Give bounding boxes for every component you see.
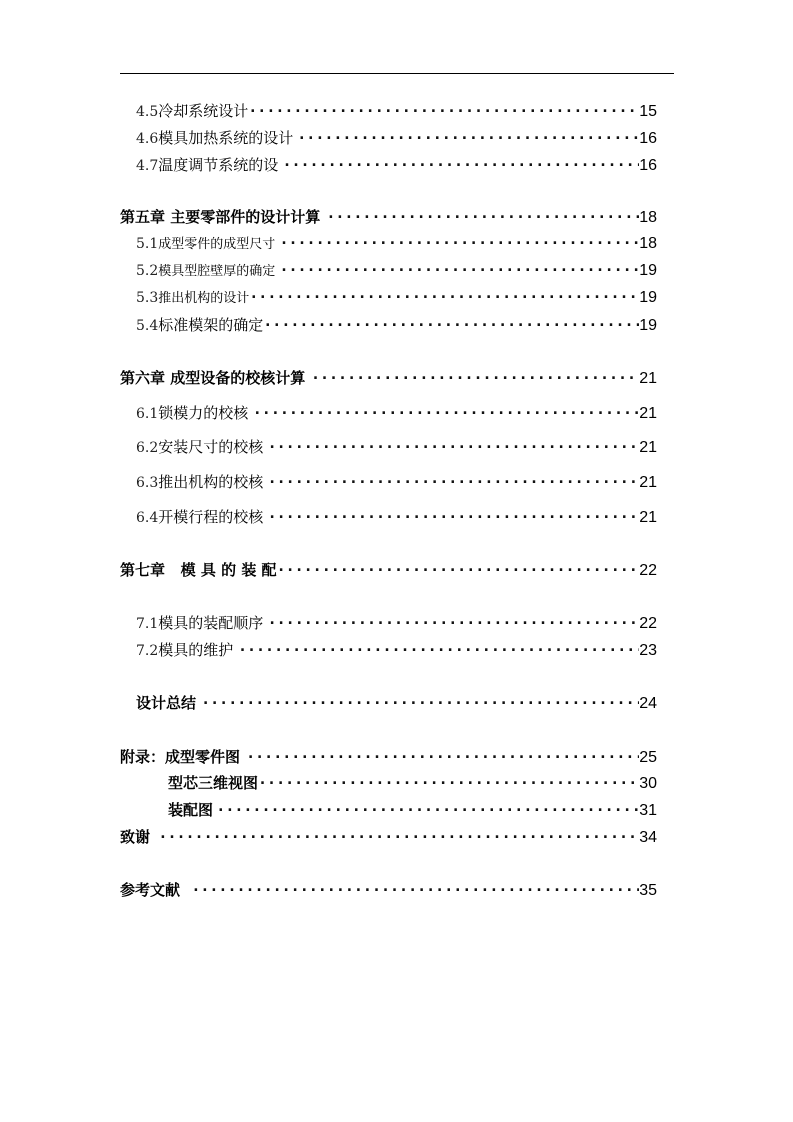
toc-entry-appendix[interactable] <box>120 746 657 768</box>
leader-dots <box>263 316 639 334</box>
section-number: 5.1 <box>136 236 159 252</box>
leader-dots <box>253 404 639 422</box>
toc-entry-5-1[interactable] <box>120 233 657 255</box>
section-title: 模具加热系统的设计 <box>158 129 294 147</box>
page-number: 16 <box>639 157 657 174</box>
toc-entry-summary[interactable] <box>120 692 657 714</box>
page-number: 22 <box>639 615 657 632</box>
leader-dots <box>158 828 639 846</box>
page-number: 24 <box>639 695 657 712</box>
page-number: 21 <box>639 370 657 387</box>
toc-entry-references[interactable] <box>120 879 657 901</box>
leader-dots <box>282 156 639 174</box>
page-number: 16 <box>639 130 657 147</box>
leader-dots <box>268 614 640 632</box>
chapter-title: 第五章 主要零部件的设计计算 <box>120 208 321 226</box>
section-title: 致谢 <box>120 828 151 846</box>
leader-dots <box>277 561 640 579</box>
page-number: 34 <box>639 829 657 846</box>
toc-entry-7-2[interactable] <box>120 639 657 661</box>
section-title: 标准模架的确定 <box>158 316 264 334</box>
toc-entry-7-1[interactable] <box>120 612 657 634</box>
page-number: 18 <box>639 209 657 226</box>
section-title: 模具型腔壁厚的确定 <box>158 264 276 279</box>
page-number: 35 <box>639 882 657 899</box>
toc-entry-thanks[interactable] <box>120 826 657 848</box>
section-title: 模具的维护 <box>158 641 234 659</box>
section-number: 4.7 <box>136 158 159 174</box>
toc-entry-6-2[interactable] <box>120 436 657 458</box>
section-title: 锁模力的校核 <box>158 404 249 422</box>
section-number: 6.3 <box>136 475 159 491</box>
leader-dots <box>216 801 639 819</box>
section-title: 温度调节系统的设 <box>158 156 279 174</box>
leader-dots <box>268 473 640 491</box>
page-number: 18 <box>639 235 657 252</box>
leader-dots <box>297 129 639 147</box>
page-number: 19 <box>639 289 657 306</box>
page-number: 21 <box>639 405 657 422</box>
toc-entry-5-2[interactable] <box>120 260 657 282</box>
section-number: 4.5 <box>136 104 159 120</box>
section-title: 推出机构的校核 <box>158 473 264 491</box>
section-number: 7.1 <box>136 616 159 632</box>
toc-entry-appendix-core[interactable] <box>120 772 657 794</box>
leader-dots <box>258 774 639 792</box>
page-number: 19 <box>639 262 657 279</box>
page-number: 21 <box>639 474 657 491</box>
toc-entry-appendix-assembly[interactable] <box>120 799 657 821</box>
toc-entry-5-3[interactable] <box>120 287 657 309</box>
section-title: 型芯三维视图 <box>168 774 259 792</box>
toc-entry-6-4[interactable] <box>120 506 657 528</box>
leader-dots <box>191 881 639 899</box>
page-number: 19 <box>639 317 657 334</box>
toc-chapter-6[interactable] <box>120 367 657 389</box>
leader-dots <box>279 261 639 279</box>
toc-entry-6-3[interactable] <box>120 471 657 493</box>
toc-entry-4-7[interactable] <box>120 154 657 176</box>
section-number: 6.1 <box>136 406 159 422</box>
section-title: 参考文献 <box>120 881 181 899</box>
page-number: 21 <box>639 509 657 526</box>
toc-entry-4-5[interactable] <box>120 100 657 122</box>
section-title: 安装尺寸的校核 <box>158 438 264 456</box>
chapter-title: 第七章 模 具 的 装 配 <box>120 561 277 579</box>
page-number: 23 <box>639 642 657 659</box>
chapter-title: 第六章 成型设备的校核计算 <box>120 369 306 387</box>
toc-entry-4-6[interactable] <box>120 127 657 149</box>
page-number: 30 <box>639 775 657 792</box>
page-number: 22 <box>639 562 657 579</box>
section-title: 开模行程的校核 <box>158 508 264 526</box>
leader-dots <box>238 641 639 659</box>
section-title: 模具的装配顺序 <box>158 614 264 632</box>
section-title: 推出机构的设计 <box>158 291 250 306</box>
leader-dots <box>326 208 639 226</box>
toc-chapter-5[interactable] <box>120 206 657 228</box>
toc-entry-5-4[interactable] <box>120 314 657 336</box>
section-title: 设计总结 <box>136 694 197 712</box>
leader-dots <box>311 369 639 387</box>
page-number: 25 <box>639 749 657 766</box>
page-number: 31 <box>639 802 657 819</box>
section-title: 成型零件的成型尺寸 <box>158 237 276 252</box>
section-title: 冷却系统设计 <box>158 102 249 120</box>
leader-dots <box>249 288 639 306</box>
section-title: 装配图 <box>168 801 214 819</box>
leader-dots <box>268 438 640 456</box>
section-number: 6.4 <box>136 510 159 526</box>
toc-chapter-7[interactable] <box>120 559 657 581</box>
page-number: 15 <box>639 103 657 120</box>
leader-dots <box>268 508 640 526</box>
section-number: 7.2 <box>136 643 159 659</box>
section-number: 4.6 <box>136 131 159 147</box>
page-number: 21 <box>639 439 657 456</box>
section-title: 附录：成型零件图 <box>120 748 241 766</box>
section-number: 5.3 <box>136 290 159 306</box>
section-number: 5.4 <box>136 318 159 334</box>
leader-dots <box>201 694 639 712</box>
section-number: 5.2 <box>136 263 159 279</box>
toc-entry-6-1[interactable] <box>120 402 657 424</box>
leader-dots <box>248 102 639 120</box>
header-rule <box>120 73 674 74</box>
leader-dots <box>279 234 639 252</box>
section-number: 6.2 <box>136 440 159 456</box>
leader-dots <box>246 748 639 766</box>
